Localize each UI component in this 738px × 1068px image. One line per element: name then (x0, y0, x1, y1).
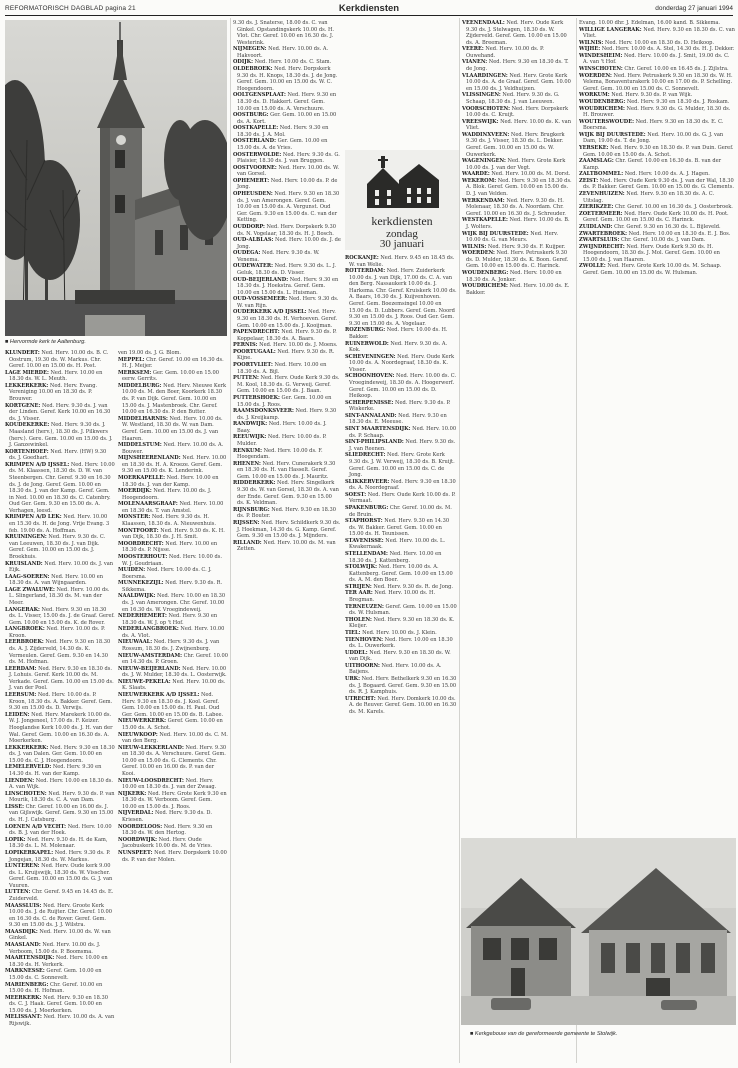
service-listing-entry: ZOETERMEER: Ned. Herv. Oude Kerk 10.00 ds. H. Poot. Geref. Gem. 10.00 en 15.00 ds. C. Harinck. (579, 210, 729, 224)
service-listing-entry: WIJHE: Ned. Herv. 10.00 ds. A. Stel, 14.30 ds. H. J. Dekker. (579, 46, 735, 53)
service-listing-entry: WILNIS: Ned. Herv. 10.00 en 18.30 ds. D. Heikoop. (579, 39, 715, 46)
service-listing-entry: ZWARTSLUIS: Chr. Geref. 10.00 ds. J. van Dam. (579, 237, 706, 244)
service-listing-entry: MAASDIJK: Ned. Herv. 10.00 ds. W. van Ginkel. (5, 928, 111, 942)
service-listing-entry: ZUIDLAND: Chr. Geref. 9.30 en 16.30 ds. L. Bijleveld. (579, 223, 721, 230)
service-listing-entry: NIEUWERKERK A/D IJSSEL: Ned. Herv. 9.30 en 18.30 ds. J. Kool. Geref. Gem. 10.00 en 15.00 ds. H. Paul. Oud Ger. Gem. 10.00 en 15.00 ds. B. Labee. (118, 692, 224, 718)
church-building-photo-image (461, 838, 736, 1025)
service-listing-entry: LINSCHOTEN: Ned. Herv. 9.30 ds. P. van Mourik, 18.30 ds. C. A. van Dam. (5, 790, 115, 804)
listing-column-6 (579, 20, 735, 832)
masthead-section-title: Kerkdiensten (338, 3, 400, 14)
service-listing-entry: ODIJK: Ned. Herv. 10.00 ds. C. Stam. (233, 59, 332, 66)
service-listing-entry: NIEUWERKERK: Geref. Gem. 10.00 en 15.00 ds. A. Schot. (118, 718, 223, 731)
service-listing-entry: ven 19.00 ds. J. G. Blom. (118, 350, 182, 356)
service-listing-entry: WEKEROM: Ned. Herv. 9.30 en 18.30 ds. A. Blok. Geref. Gem. 10.00 en 15.00 ds. D. J. van Velden. (462, 177, 572, 198)
service-listing-entry: ROZENBURG: Ned. Herv. 10.00 ds. H. Bakker. (345, 327, 448, 340)
service-listing-entry: MONSTER: Ned. Herv. 9.30 ds. H. Klaassen, 18.30 ds. A. Nieuwenhuis. (118, 514, 216, 528)
service-listing-entry: LEKKERKERK: Ned. Herv. Evang. Vereniging 10.00 en 18.30 ds. P. Brouwer. (5, 382, 98, 403)
service-listing-entry: UTRECHT: Ned. Herv. Domkerk 10.00 ds. A. de Reuver. Geref. Gem. 10.00 en 16.30 ds. M. Karels. (345, 695, 457, 715)
service-listing-entry: VREESWIJK: Ned. Herv. 10.00 ds. K. van Vliet. (462, 118, 571, 132)
service-listing-entry: RILLAND: Ned. Herv. 10.00 ds. M. van Zetten. (233, 539, 336, 553)
service-listing-entry: SCHEVENINGEN: Ned. Herv. Oude Kerk 10.00 ds. A. Noordegraaf, 18.30 ds. K. Visser. (345, 353, 455, 373)
service-listing-entry: OLDEBROEK: Ned. Herv. Dorpskerk 9.30 ds. H. Knops, 18.30 ds. J. de Jong. Geref. Gem. 10.00 en 15.00 ds. W. C. Hoogendoorn. (233, 66, 338, 92)
service-listing-entry: LANGBROEK: Ned. Herv. 10.00 ds. P. Kroon. (5, 626, 106, 639)
service-listing-entry: LUNTEREN: Ned. Herv. Oude kerk 9.00 ds. L. Kruijswijk, 18.30 ds. W. Visscher. Geref. Gem. 10.00 en 15.00 ds. G. J. van Vuuren. (5, 863, 113, 889)
service-listing-entry: TIENHOVEN: Ned. Herv. 10.00 en 18.30 ds. L. Ouwerkerk. (345, 636, 453, 650)
service-listing-entry: MOLENAARSGRAAF: Ned. Herv. 10.00 en 18.30 ds. T. van Amstel. (118, 501, 224, 514)
service-listing-entry: TIEL: Ned. Herv. 10.00 ds. J. Klein. (345, 629, 437, 636)
service-listing-entry: NIEUW-AMSTERDAM: Chr. Geref. 10.00 en 14.30 ds. P. Groen. (118, 652, 228, 666)
service-listing-entry: MERKSEM: Ger. Gem. 10.00 en 15.00 eerw. Gerrits. (118, 369, 219, 383)
service-listing-entry: LAGE ZWALUWE: Ned. Herv. 10.00 ds. L. Slingerland, 18.30 ds. M. van der Meer. (5, 586, 110, 606)
service-listing-entry: OOSTERWOLDE: Ned. Herv. 9.30 ds. G. Plaisier, 18.30 ds. J. van Bruggen. (233, 151, 340, 165)
service-listing-entry: VLAARDINGEN: Ned. Herv. Grote Kerk 10.00 ds. A. de Graaf. Geref. Gem. 10.00 en 15.00 ds. J. Veldhuijzen. (462, 72, 571, 92)
service-listing-entry: ROCKANJE: Ned. Herv. 9.45 en 18.45 ds. W. van Welie. (345, 255, 455, 268)
service-listing-entry: RIDDERKERK: Ned. Herv. Singelkerk 9.30 ds. W. van Gorsel, 18.30 ds. A. van der Ende. Geref. Gem. 9.30 en 15.00 ds. K. Veldman. (233, 480, 339, 507)
listing-column-1 (5, 350, 115, 1062)
service-listing-entry: OUDEWATER: Ned. Herv. 9.30 ds. L. J. Geluk, 18.30 ds. D. Visser. (233, 263, 336, 276)
service-listing-entry: MIDDELBURG: Ned. Herv. Nieuwe Kerk 10.00 ds. M. den Boer, Koorkerk 18.30 ds. P. van Dijk. Geref. Gem. 10.00 en 15.00 ds. J. Mastenbroek. Chr. Geref. 10.00 en 16.30 ds. P. den Butter. (118, 382, 227, 416)
service-listing-entry: MAASLAND: Ned. Herv. 10.00 ds. J. Verboom, 15.00 ds. P. Boomsma. (5, 942, 101, 955)
service-listing-entry: MOOSTERHOUT: Ned. Herv. 10.00 ds. W. J. Goudriaan. (118, 553, 222, 567)
service-listing-entry: NAALDWIJK: Ned. Herv. 10.00 en 18.30 ds. J. van Amerongen. Chr. Geref. 10.00 en 16.30 ds. W. Vroegindeweij. (118, 593, 226, 613)
service-listing-entry: LAAG-SOEREN: Ned. Herv. 10.00 en 18.30 ds. A. van Wijngaarden. (5, 573, 104, 587)
service-listing-entry: MARIENBERG: Chr. Geref. 10.00 en 15.00 ds. H. Hofman. (5, 981, 103, 995)
service-listing-entry: LOPIK: Ned. Herv. 9.30 ds. H. de Kam, 18.30 ds. L. M. Molenaar. (5, 836, 108, 850)
service-listing-entry: MEERKERK: Ned. Herv. 9.30 en 18.30 ds. C. J. Haak. Geref. Gem. 10.00 en 15.00 ds. J. Moerkerken. (5, 994, 108, 1014)
section-header-date (345, 229, 459, 249)
service-listing-entry: LEIDEN: Ned. Herv. Marekerk 10.00 ds. W. J. Jongeneel, 17.00 ds. F. Keizer. Hooglandse Kerk 10.00 ds. J. H. van der Wal. Geref. Gem. 10.00 en 16.30 ds. A. Moerkerken. (5, 711, 113, 745)
service-listing-entry: KORTENHOEF: Ned. Herv. (HW) 9.30 ds. J. Goedhart. (5, 448, 107, 462)
masthead-date: donderdag 27 januari 1994 (655, 5, 733, 12)
service-listing-entry: OUD-ALBLAS: Ned. Herv. 10.00 ds. J. de Jong. (233, 237, 341, 250)
masthead (5, 2, 733, 16)
service-listing-entry: WINDESHEIM: Ned. Herv. 10.00 ds. J. Smit, 19.00 ds. C. A. van 't Hof. (579, 52, 730, 66)
service-listing-entry: KRIMPEN A/D IJSSEL: Ned. Herv. 10.00 ds. M. Klaassen, 18.30 ds. D. W. van Steenbergen. Chr. Geref. 9.30 en 16.30 ds. J. de Jong. Geref. Gem. 10.00 en 18.30 ds. J. van der Kamp. Geref. Gem. in Ned. 10.00 en 18.30 ds. C. Catenbry. Oud Ger. Gem. 9.30 en 15.00 ds. A. Verhagen, leesd. (5, 461, 115, 514)
service-listing-entry: SPAKENBURG: Chr. Geref. 10.00 ds. M. de Bruin. (345, 504, 452, 518)
service-listing-entry: MARKNESSE: Geref. Gem. 10.00 en 15.00 ds. C. Sonnevelt. (5, 968, 102, 981)
service-listing-entry: MUNNEKEZIJL: Ned. Herv. 9.30 ds. R. Sikkema. (118, 580, 223, 593)
service-listing-entry: NUNSPEET: Ned. Herv. Dorpskerk 10.00 ds. P. van der Molen. (118, 849, 227, 863)
service-listing-entry: OUD-BEIJERLAND: Ned. Herv. 9.30 en 18.30 ds. J. Hoekstra. Geref. Gem. 10.00 en 15.00 ds. L. Huisman. (233, 276, 339, 296)
service-listing-entry: STOLWIJK: Ned. Herv. 10.00 ds. A. Kattenberg. Geref. Gem. 10.00 en 15.00 ds. A. M. den Boer. (345, 564, 453, 584)
service-listing-entry: SOEST: Ned. Herv. Oude Kerk 10.00 ds. P. Vermaat. (345, 491, 456, 505)
service-listing-entry: POORTUGAAL: Ned. Herv. 9.30 ds. R. Kijne. (233, 348, 335, 362)
service-listing-entry: OPHEMERT: Ned. Herv. 10.00 ds. P. de Jong. (233, 177, 338, 191)
service-listing-entry: ZEVENHUIZEN: Ned. Herv. 9.30 en 18.30 ds. A. C. Uitslag. (579, 191, 715, 204)
service-listing-entry: STAPHORST: Ned. Herv. 9.30 en 14.30 ds. W. Bakker. Geref. Gem. 10.00 en 15.00 ds. H. Teunissen. (345, 518, 450, 538)
service-listing-entry: LEMELERVELD: Ned. Herv. 9.30 en 14.30 ds. H. van der Kamp. (5, 764, 102, 777)
service-listing-entry: OUD-VOSSEMEER: Ned. Herv. 9.30 ds. W. van Rijn. (233, 296, 339, 309)
service-listing-entry: WIJK BIJ DUURSTEDE: Ned. Herv. 10.00 ds. G. J. van Dam, 19.00 ds. T. de Jong. (579, 131, 724, 145)
service-listing-entry: NIJKERK: Ned. Herv. Grote Kerk 9.30 en 18.30 ds. W. Verboom. Geref. Gem. 10.00 en 15.00 ds. J. Roos. (118, 790, 227, 810)
service-listing-entry: RENKUM: Ned. Herv. 10.00 ds. F. Hoogendam. (233, 447, 323, 461)
service-listing-entry: ZWIJNDRECHT: Ned. Herv. Oude Kerk 9.30 ds. H. Hoogendoorn, 18.30 ds. J. Mol. Geref. Gem. 10.00 en 15.00 ds. J. van Haaren. (579, 243, 720, 263)
service-listing-entry: OOLTGENSPLAAT: Ned. Herv. 9.30 en 18.30 ds. D. Hakkert. Geref. Gem. 10.00 en 15.00 ds. A. Verschuure. (233, 92, 337, 112)
service-listing-entry: WAARDE: Ned. Herv. 10.00 ds. M. Dorst. (462, 171, 571, 178)
service-listing-entry: RANDWIJK: Ned. Herv. 10.00 ds. J. Baay. (233, 421, 327, 434)
service-listing-entry: NEDERHEMERT: Ned. Herv. 9.30 en 18.30 ds. W. J. op 't Hof. (118, 613, 218, 626)
service-listing-entry: LIENDEN: Ned. Herv. 10.00 en 18.30 ds. A. van Wijk. (5, 777, 113, 791)
service-listing-entry: MOORDRECHT: Ned. Herv. 10.00 en 18.30 ds. P. Nijsse. (118, 540, 218, 554)
service-listing-entry: TERNEUZEN: Geref. Gem. 10.00 en 15.00 ds. W. Hulsman. (345, 603, 457, 617)
service-listing-entry: UITHOORN: Ned. Herv. 10.00 ds. A. Baijens. (345, 662, 442, 676)
service-listing-entry: NIEUWKOOP: Ned. Herv. 10.00 ds. C. M. van den Berg. (118, 731, 228, 745)
service-listing-entry: NIEUWE-PEKELA: Ned. Herv. 10.00 ds. K. Slaats. (118, 678, 226, 692)
service-listing-entry: RAAMSDONKSVEER: Ned. Herv. 9.30 ds. J. Kreijkamp. (233, 408, 337, 421)
service-listing-entry: MAASSLUIS: Ned. Herv. Groote Kerk 10.00 ds. J. de Ruijter. Chr. Geref. 10.00 en 16.30 ds. C. de Rover. Geref. Gem. 9.30 en 15.00 ds. J. J. Wilstra. (5, 902, 112, 929)
service-listing-entry: REEUWIJK: Ned. Herv. 10.00 ds. P. Mulder. (233, 434, 327, 447)
service-listing-entry: VOORSCHOTEN: Ned. Herv. Dorpskerk 10.00 ds. C. Kruijt. (462, 105, 569, 119)
service-listing-entry: RUINERWOLD: Ned. Herv. 9.30 ds. A. Kok. (345, 340, 448, 354)
service-listing-entry: MUIDEN: Ned. Herv. 10.00 ds. C. J. Boersma. (118, 567, 212, 580)
service-listing-entry: STAVENISSE: Ned. Herv. 10.00 ds. L. Kwakernaak. (345, 537, 445, 551)
service-listing-entry: NIEUW-BEIJERLAND: Ned. Herv. 10.00 ds. J. W. Mulder, 18.30 ds. L. Oosterwijk. (118, 665, 227, 679)
service-listing-entry: WINSCHOTEN: Chr. Geref. 10.00 en 16.45 ds. J. Zijlstra. (579, 66, 729, 73)
service-listing-entry: OOSTKAPELLE: Ned. Herv. 9.30 en 18.30 ds. J. A. Mol. (233, 125, 329, 138)
service-listing-entry: WESTKAPELLE: Ned. Herv. 10.00 ds. B. J. Wolters. (462, 217, 570, 230)
service-listing-entry: NIEUW-LEKKERLAND: Ned. Herv. 9.30 en 18.30 ds. A. Verschuure. Geref. Gem. 10.00 en 15.00 ds. G. Clements. Chr. Geref. 10.00 en 16.00 ds. P. van der Kooi. (118, 744, 227, 777)
service-listing-entry: RHENEN: Ned. Herv. Cunerakerk 9.30 en 18.30 ds. H. van Hasselt. Geref. Gem. 10.00 en 15.00 ds. J. Mauritz. (233, 460, 336, 480)
service-listing-entry: WERKENDAM: Ned. Herv. 9.30 ds. H. Molenaar, 18.30 ds. A. Noordam. Chr. Geref. 10.00 en 16.30 ds. J. Schreuder. (462, 197, 566, 217)
listing-column-3 (233, 20, 341, 1062)
service-listing-entry: OOSTBURG: Ger. Gem. 10.00 en 15.00 ds. A. Kort. (233, 112, 337, 125)
service-listing-entry: WADDINXVEEN: Ned. Herv. Brugkerk 9.30 ds. J. Visser, 18.30 ds. L. Dekker. Geref. Gem. 10.00 en 15.00 ds. W. Ouwerkerk. (462, 131, 565, 158)
service-listing-entry: KRIMPEN A/D LEK: Ned. Herv. 10.00 en 15.30 ds. H. de Jong. Vrije Evang. 3 feb. 19.00 ds. A. Hoffman. (5, 514, 110, 534)
service-listing-entry: KRUISLAND: Ned. Herv. 10.00 ds. J. van Eijk. (5, 560, 114, 574)
service-listing-entry: OOSTERLAND: Ger. Gem. 10.00 en 15.00 ds. A. de Vries. (233, 138, 328, 151)
service-listing-entry: LEERSUM: Ned. Herv. 10.00 ds. P. Kroon, 18.30 ds. A. Bakker. Geref. Gem. 9.30 en 15.00 ds. D. Verwijs. (5, 692, 113, 712)
service-listing-entry: ZWARTEBROEK: Ned. Herv. 10.00 en 18.30 ds. E. J. Bos. (579, 230, 731, 237)
service-listing-entry: VEENENDAAL: Ned. Herv. Oude Kerk 9.30 ds. J. Stelwagen, 18.30 ds. W. Zijderveld. Geref. Gem. 10.00 en 15.00 ds. A. Breeman. (462, 20, 567, 46)
column-divider (230, 18, 231, 1063)
listing-column-5 (462, 20, 574, 832)
church-building-photo (461, 838, 736, 1025)
service-listing-entry: SINT MAARTENSDIJK: Ned. Herv. 10.00 ds. P. Schaap. (345, 426, 457, 439)
service-listing-entry: WILLIGE LANGERAK: Ned. Herv. 9.30 en 18.30 ds. C. van Vliet. (579, 26, 735, 40)
section-header-box (345, 150, 459, 250)
service-listing-entry: ZAAMSLAG: Chr. Geref. 10.00 en 16.30 ds. B. van der Kamp. (579, 158, 722, 171)
service-listing-entry: Evang. 10.00 dhr. J. Edelman, 16.00 kand. B. Sikkema. (579, 20, 721, 26)
service-listing-entry: NOORDELOOS: Ned. Herv. 9.30 en 18.30 ds. W. den Hertog. (118, 823, 213, 837)
service-listing-entry: RIJNSBURG: Ned. Herv. 9.30 en 18.30 ds. P. Bouter. (233, 506, 337, 520)
service-listing-entry: ROTTERDAM: Ned. Herv. Zuiderkerk 10.00 ds. J. van Dijk, 17.00 ds. C. A. van den Berg. Nassaukerk 10.00 ds. J. Harkema. Chr. Geref. Kruiskerk 10.00 ds. A. Baars, 16.30 ds. J. Kuijvenhoven. Geref. Gem. Boezemsingel 10.00 en 15.00 ds. D. Lubbers. Geref. Gem. Noord 9.30 en 15.00 ds. J. Roos. Oud Ger. Gem. 9.30 en 15.00 ds. A. Vogelaar. (345, 268, 457, 327)
service-listing-entry: STELLENDAM: Ned. Herv. 10.00 en 18.30 ds. J. Kattenberg. (345, 551, 442, 564)
service-listing-entry: MIDDELSTUM: Ned. Herv. 10.00 ds. A. Bouwer. (118, 442, 224, 455)
service-listing-entry: VLISSINGEN: Ned. Herv. 9.30 ds. G. Schaap, 18.30 ds. J. van Leeuwen. (462, 92, 560, 105)
service-listing-entry: VEERE: Ned. Herv. 10.00 ds. P. Ouwehand. (462, 46, 545, 59)
service-listing-entry: STRIJEN: Ned. Herv. 9.30 ds. R. de Jong. (345, 583, 454, 590)
service-listing-entry: LOPIKERKAPEL: Ned. Herv. 9.30 ds. P. Jongejan, 18.30 ds. W. Markus. (5, 849, 111, 863)
service-listing-entry: WOUDENBERG: Ned. Herv. 9.30 en 18.30 ds. J. Roskam. (579, 98, 730, 105)
service-listing-entry: SLIKKERVEER: Ned. Herv. 9.30 en 18.30 ds. A. Noordegraaf. (345, 478, 456, 492)
service-listing-entry: KRUININGEN: Ned. Herv. 9.30 ds. C. van Leeuwen, 18.30 ds. J. van Dijk. Geref. Gem. 10.00 en 15.00 ds. J. Broekhuis. (5, 534, 106, 560)
service-listing-entry: MOERKAPELLE: Ned. Herv. 10.00 en 18.30 ds. J. van der Kamp. (118, 474, 219, 488)
service-listing-entry: LUTTEN: Chr. Geref. 9.45 en 14.45 ds. E. Zuiderveld. (5, 889, 114, 902)
service-listing-entry: LEERDAM: Ned. Herv. 9.30 en 18.30 ds. J. Lohuis. Geref. Kerk 10.00 ds. M. Verkade. Geref. Gem. 10.00 en 15.00 ds. J. van der Poel. (5, 665, 114, 692)
service-listing-entry: WOUTERSWOUDE: Ned. Herv. 9.30 en 18.30 ds. E. C. Boersma. (579, 118, 724, 132)
service-listing-entry: UDDEL: Ned. Herv. 9.30 en 18.30 ds. W. van Dijk. (345, 649, 451, 663)
service-listing-entry: WAGENINGEN: Ned. Herv. Grote Kerk 10.00 ds. J. van der Vegt. (462, 158, 566, 171)
church-building-photo-caption: ■ Kerkgebouw van de gereformeerde gemeente te Stolwijk. (470, 1031, 618, 1037)
service-listing-entry: WOERDEN: Ned. Herv. Petruskerk 9.30 en 18.30 ds. W. H. Velema, Bonaventurakerk 10.00 en 17.00 ds. P. Schelling. Geref. Gem. 10.00 en 15.00 ds. C. Sonnevelt. (579, 72, 733, 92)
service-listing-entry: PERNIS: Ned. Herv. 10.00 ds. J. Moens. (233, 342, 338, 349)
service-listing-entry: OOSTVOORNE: Ned. Herv. 10.00 ds. W. van Gorsel. (233, 164, 340, 178)
service-listing-entry: URK: Ned. Herv. Bethelkerk 9.30 en 16.30 ds. J. Bogaard. Geref. Gem. 9.30 en 15.00 ds. R. J. Kamphuis. (345, 676, 457, 696)
service-listing-entry: THOLEN: Ned. Herv. 9.30 en 18.30 ds. K. Kleijer. (345, 616, 455, 630)
service-listing-entry: WOERDEN: Ned. Herv. Petruskerk 9.30 ds. D. Mulder, 18.30 ds. K. Boon. Geref. Gem. 10.00 en 15.00 ds. C. Harinck. (462, 250, 569, 270)
service-listing-entry: TER AAR: Ned. Herv. 10.00 ds. H. Bregman. (345, 590, 436, 604)
service-listing-entry: KLUNDERT: Ned. Herv. 10.00 ds. B. C. Oostrum, 19.30 ds. W. Markus. Chr. Geref. 10.00 en 15.00 ds. H. Post. (5, 350, 109, 370)
service-listing-entry: LANGERAK: Ned. Herv. 9.30 en 18.30 ds. L. Visser, 15.00 ds. J. de Graaf. Geref. Gem. 10.00 en 15.00 ds. K. de Rover. (5, 606, 115, 626)
service-listing-entry: OUDEGA: Ned. Herv. 9.30 ds. W. Venema. (233, 250, 320, 263)
church-photo-caption: ■ Hervormde kerk te Aaltenburg. (5, 339, 86, 345)
service-listing-entry: ZALTBOMMEL: Ned. Herv. 10.00 ds. A. J. Hagen. (579, 171, 710, 178)
service-listing-entry: PUTTERSHOEK: Ger. Gem. 10.00 en 15.00 ds. J. Roos. (233, 394, 332, 408)
service-listing-entry: RIJSSEN: Ned. Herv. Schildkerk 9.30 ds. J. Hoekman, 14.30 ds. G. Kamp. Geref. Gem. 9.30 en 15.00 ds. J. Mijnders. (233, 519, 341, 540)
service-listing-entry: WOUDRICHEM: Ned. Herv. 10.00 ds. E. Bakker. (462, 283, 570, 296)
service-listing-entry: OUDERKERK A/D IJSSEL: Ned. Herv. 9.30 en 18.30 ds. H. Verhoeven. Geref. Gem. 10.00 en 15.00 ds. J. Kooijman. (233, 309, 338, 329)
service-listing-entry: NIJMEGEN: Ned. Herv. 10.00 ds. A. Hakvoort. (233, 46, 329, 59)
service-listing-entry: OPHEUSDEN: Ned. Herv. 9.30 en 18.30 ds. J. van Amerongen. Geref. Gem. 10.00 en 15.00 ds. A. Vergunst. Oud Ger. Gem. 9.30 en 15.00 ds. C. van der Ketting. (233, 191, 340, 224)
service-listing-entry: SLIEDRECHT: Ned. Herv. Grote Kerk 9.30 ds. J. W. Verweij, 18.30 ds. B. Kruijt. Geref. Gem. 10.00 en 15.00 ds. C. de Jong. (345, 452, 455, 479)
service-listing-entry: MONTFOORT: Ned. Herv. 9.30 ds. K. H. van Dijk, 18.30 ds. J. H. Smit. (118, 527, 225, 541)
service-listing-entry: NIEUWAAL: Ned. Herv. 9.30 ds. J. van Rossum, 18.30 ds. J. Zwijnenburg. (118, 639, 220, 653)
service-listing-entry: PAPENDRECHT: Ned. Herv. 9.30 ds. P. Koppelaar, 18.30 ds. A. Baars. (233, 329, 337, 342)
service-listing-entry: WORKUM: Ned. Herv. 9.30 ds. P. van Wijk. (579, 92, 693, 99)
service-listing-entry: MAARTENSDIJK: Ned. Herv. 10.00 en 18.30 ds. H. Verkerk. (5, 955, 108, 968)
service-listing-entry: 9.30 ds. J. Snaterse, 18.00 ds. C. van Ginkel. Opstandingskerk 10.00 ds. H. Vlot. Chr. Geref. 10.00 en 16.30 ds. J. Westerink. (233, 20, 335, 46)
service-listing-entry: SINT-ANNALAND: Ned. Herv. 9.30 en 18.30 ds. E. Meeuse. (345, 412, 447, 426)
service-listing-entry: MOERDIJK: Ned. Herv. 10.00 ds. J. Hoogendoorn. (118, 488, 212, 501)
service-listing-entry: MELISSANT: Ned. Herv. 10.00 ds. A. van Rijswijk. (5, 1014, 115, 1027)
service-listing-entry: LISSE: Chr. Geref. 10.00 en 16.00 ds. J. van Gijlswijk. Geref. Gem. 9.30 en 15.00 ds. H. J. Catsburg. (5, 803, 114, 824)
listing-column-2 (118, 350, 228, 1062)
service-listing-entry: YERSEKE: Ned. Herv. 9.30 en 18.30 ds. P. van Duin. Geref. Gem. 10.00 en 15.00 ds. A. Schot. (579, 144, 734, 158)
service-listing-entry: ZWOLLE: Ned. Herv. Grote Kerk 10.00 ds. M. Schaap. Geref. Gem. 10.00 en 15.00 ds. W. Hulsman. (579, 263, 722, 276)
service-listing-entry: ZEIST: Ned. Herv. Oude Kerk 9.30 ds. J. van der Wal, 18.30 ds. P. Bakker. Geref. Gem. 10.00 en 15.00 ds. G. Clements. (579, 177, 734, 191)
service-listing-entry: SINT-PHILIPSLAND: Ned. Herv. 9.30 ds. J. van Reenen. (345, 439, 456, 452)
service-listing-entry: WILNIS: Ned. Herv. 9.30 ds. F. Kuijper. (462, 243, 566, 250)
section-header-title: kerkdiensten (371, 214, 433, 228)
church-photo-image (5, 20, 227, 336)
service-listing-entry: KORTGENE: Ned. Herv. 9.30 ds. J. van der Linden. Geref. Kerk 10.00 en 16.30 ds. J. Visser. (5, 402, 111, 422)
service-listing-entry: POORTVLIET: Ned. Herv. 10.00 en 18.30 ds. A. Bijl. (233, 362, 327, 375)
service-listing-entry: WIJK BIJ DUURSTEDE: Ned. Herv. 10.00 ds. G. van Meurs. (462, 230, 559, 244)
service-listing-entry: MEPPEL: Chr. Geref. 10.00 en 16.30 ds. H. J. Meijer. (118, 356, 224, 370)
church-silhouette-icon (345, 150, 459, 212)
service-listing-entry: LEERBROEK: Ned. Herv. 9.30 en 18.30 ds. A. J. Zijderveld, 14.30 ds. K. Vermeulen. Geref. Gem. 9.30 en 14.30 ds. M. Hofman. (5, 639, 111, 666)
service-listing-entry: NIJVERDAL: Ned. Herv. 9.30 ds. D. Kriesen. (118, 810, 212, 824)
masthead-publication: REFORMATORISCH DAGBLAD pagina 21 (5, 5, 136, 12)
service-listing-entry: WOUDRICHEM: Ned. Herv. 9.30 ds. G. Mulder, 18.30 ds. H. Brouwer. (579, 105, 731, 119)
service-listing-entry: LOENEN A/D VECHT: Ned. Herv. 10.00 ds. B. J. van der Hoek. (5, 823, 112, 837)
service-listing-entry: NOORDWIJK: Ned. Herv. Oude Jacobuskerk 10.00 ds. M. de Vries. (118, 836, 213, 850)
service-listing-entry: ZIERIKZEE: Chr. Geref. 10.00 en 16.30 ds. J. Oosterbroek. (579, 204, 733, 211)
service-listing-entry: LEKKERKERK: Ned. Herv. 9.30 en 18.30 ds. J. van Dalen. Ger. Gem. 10.00 en 15.00 ds. C. J. Hoogendoorn. (5, 744, 115, 764)
column-divider (459, 18, 460, 1063)
listing-column-4 (345, 255, 457, 1062)
service-listing-entry: KOUDEKERKE: Ned. Herv. 9.30 ds. J. Maasland (herv.), 18.30 ds. J. Pilkwers (herv.). Gere. Gem. 10.00 en 15.00 ds. J. J. Ganzewinkel. (5, 422, 113, 449)
service-listing-entry: WOUDENBERG: Ned. Herv. 10.00 en 18.30 ds. A. Jonker. (462, 269, 562, 283)
service-listing-entry: SCHOONHOVEN: Ned. Herv. 10.00 ds. C. Vroegindeweij, 18.30 ds. A. Hoogerwerf. Geref. Gem. 10.00 en 15.00 ds. D. Heikoop. (345, 373, 457, 400)
service-listing-entry: MIDDELHARNIS: Ned. Herv. 10.00 ds. W. Westland, 18.30 ds. W. van Dam. Geref. Gem. 10.00 en 15.00 ds. J. van Haaren. (118, 415, 223, 442)
service-listing-entry: SCHERPENISSE: Ned. Herv. 9.30 ds. P. Wiskerke. (345, 399, 451, 413)
section-header-day-date: 30 januari (379, 238, 425, 250)
church-photo (5, 20, 227, 336)
service-listing-entry: LAGE MIERDE: Ned. Herv. 10.00 en 18.30 ds. W. L. Meuth. (5, 369, 103, 383)
service-listing-entry: OUDDORP: Ned. Herv. Dorpskerk 9.30 ds. N. Vogelaar, 18.30 ds. H. J. Bosch. (233, 223, 336, 237)
service-listing-entry: PUTTEN: Ned. Herv. Oude Kerk 9.30 ds. M. Kool, 18.30 ds. G. Verweij. Geref. Gem. 10.00 en 15.00 ds. J. Baan. (233, 375, 340, 395)
service-listing-entry: NEDERLANGBROEK: Ned. Herv. 10.00 ds. A. Vlot. (118, 626, 225, 639)
service-listing-entry: VIANEN: Ned. Herv. 9.30 en 18.30 ds. T. de Jong. (462, 59, 569, 73)
service-listing-entry: NIEUW-LOOSDRECHT: Ned. Herv. 10.00 en 18.30 ds. J. van der Zwaag. (118, 777, 217, 791)
service-listing-entry: MIJNSHEERENLAND: Ned. Herv. 10.00 en 18.30 ds. H. A. Kroeze. Geref. Gem. 9.30 en 15.00 ds. K. Lenderink. (118, 455, 227, 475)
section-header-day: zondag (386, 228, 418, 240)
